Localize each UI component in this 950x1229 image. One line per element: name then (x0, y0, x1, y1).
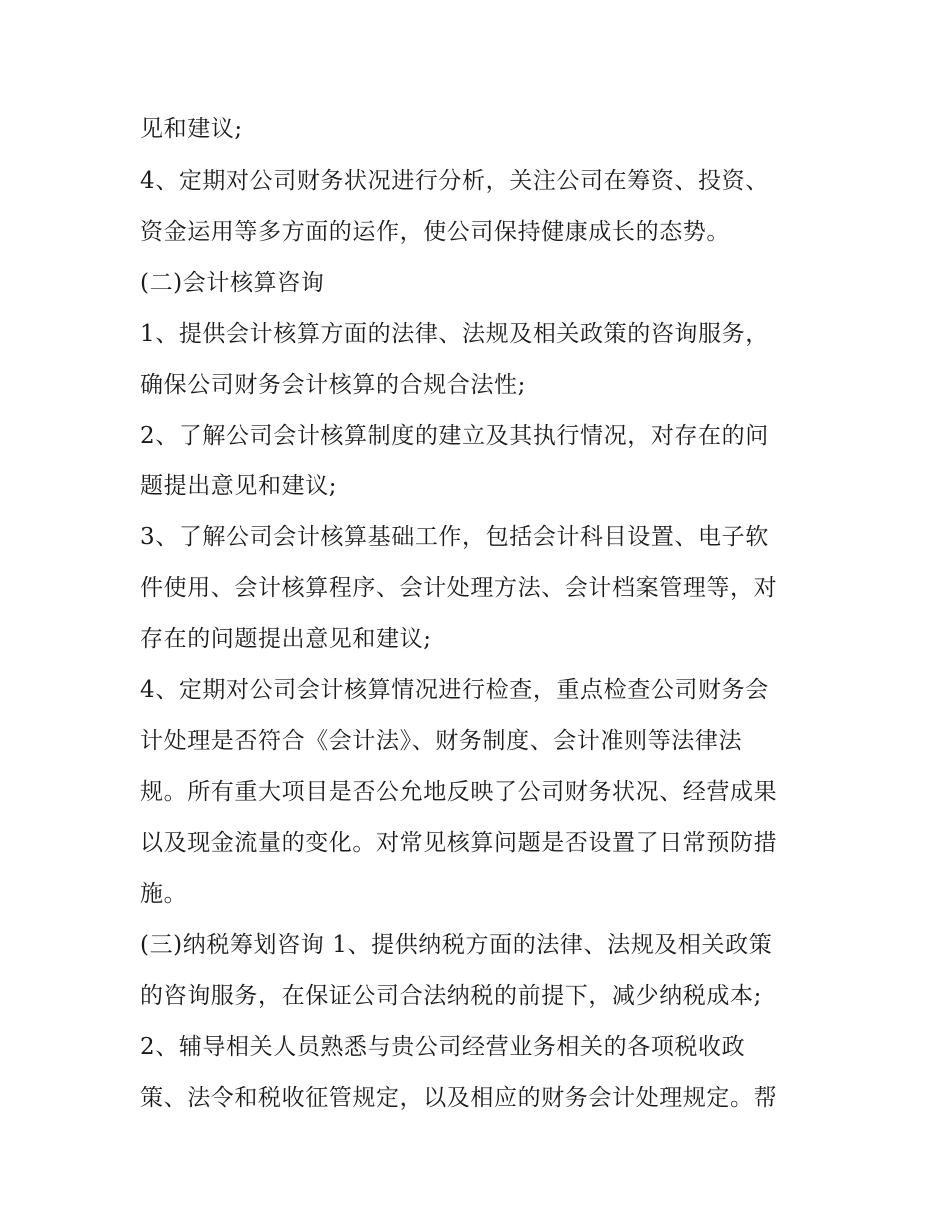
text-line: 计处理是否符合《会计法》、财务制度、会计准则等法律法 (140, 728, 743, 754)
text-line: 4、定期对公司财务状况进行分析，关注公司在筹资、投资、 (140, 168, 769, 194)
text-line: 题提出意见和建议; (140, 473, 338, 499)
text-line: 见和建议; (140, 116, 243, 142)
text-line: 2、辅导相关人员熟悉与贵公司经营业务相关的各项税收政 (140, 1034, 746, 1060)
text-line: 件使用、会计核算程序、会计处理方法、会计档案管理等，对 (140, 575, 778, 601)
text-line: 规。所有重大项目是否公允地反映了公司财务状况、经营成果 (140, 779, 778, 805)
text-line: 2、了解公司会计核算制度的建立及其执行情况，对存在的问 (140, 423, 769, 449)
text-line: 确保公司财务会计核算的合规合法性; (140, 372, 526, 398)
section-heading: (三)纳税筹划咨询 1、提供纳税方面的法律、法规及相关政策 (140, 932, 773, 958)
text-line: 4、定期对公司会计核算情况进行检查，重点检查公司财务会 (140, 677, 769, 703)
text-line: 1、提供会计核算方面的法律、法规及相关政策的咨询服务， (140, 321, 769, 347)
text-line: 存在的问题提出意见和建议; (140, 626, 432, 652)
section-heading: (二)会计核算咨询 (140, 270, 325, 296)
text-line: 策、法令和税收征管规定，以及相应的财务会计处理规定。帮 (140, 1085, 778, 1111)
text-line: 3、了解公司会计核算基础工作，包括会计科目设置、电子软 (140, 524, 769, 550)
text-line: 以及现金流量的变化。对常见核算问题是否设置了日常预防措 (140, 830, 778, 856)
text-line: 施。 (140, 881, 188, 907)
text-line: 资金运用等多方面的运作，使公司保持健康成长的态势。 (140, 219, 730, 245)
text-line: 的咨询服务，在保证公司合法纳税的前提下，减少纳税成本; (140, 983, 762, 1009)
